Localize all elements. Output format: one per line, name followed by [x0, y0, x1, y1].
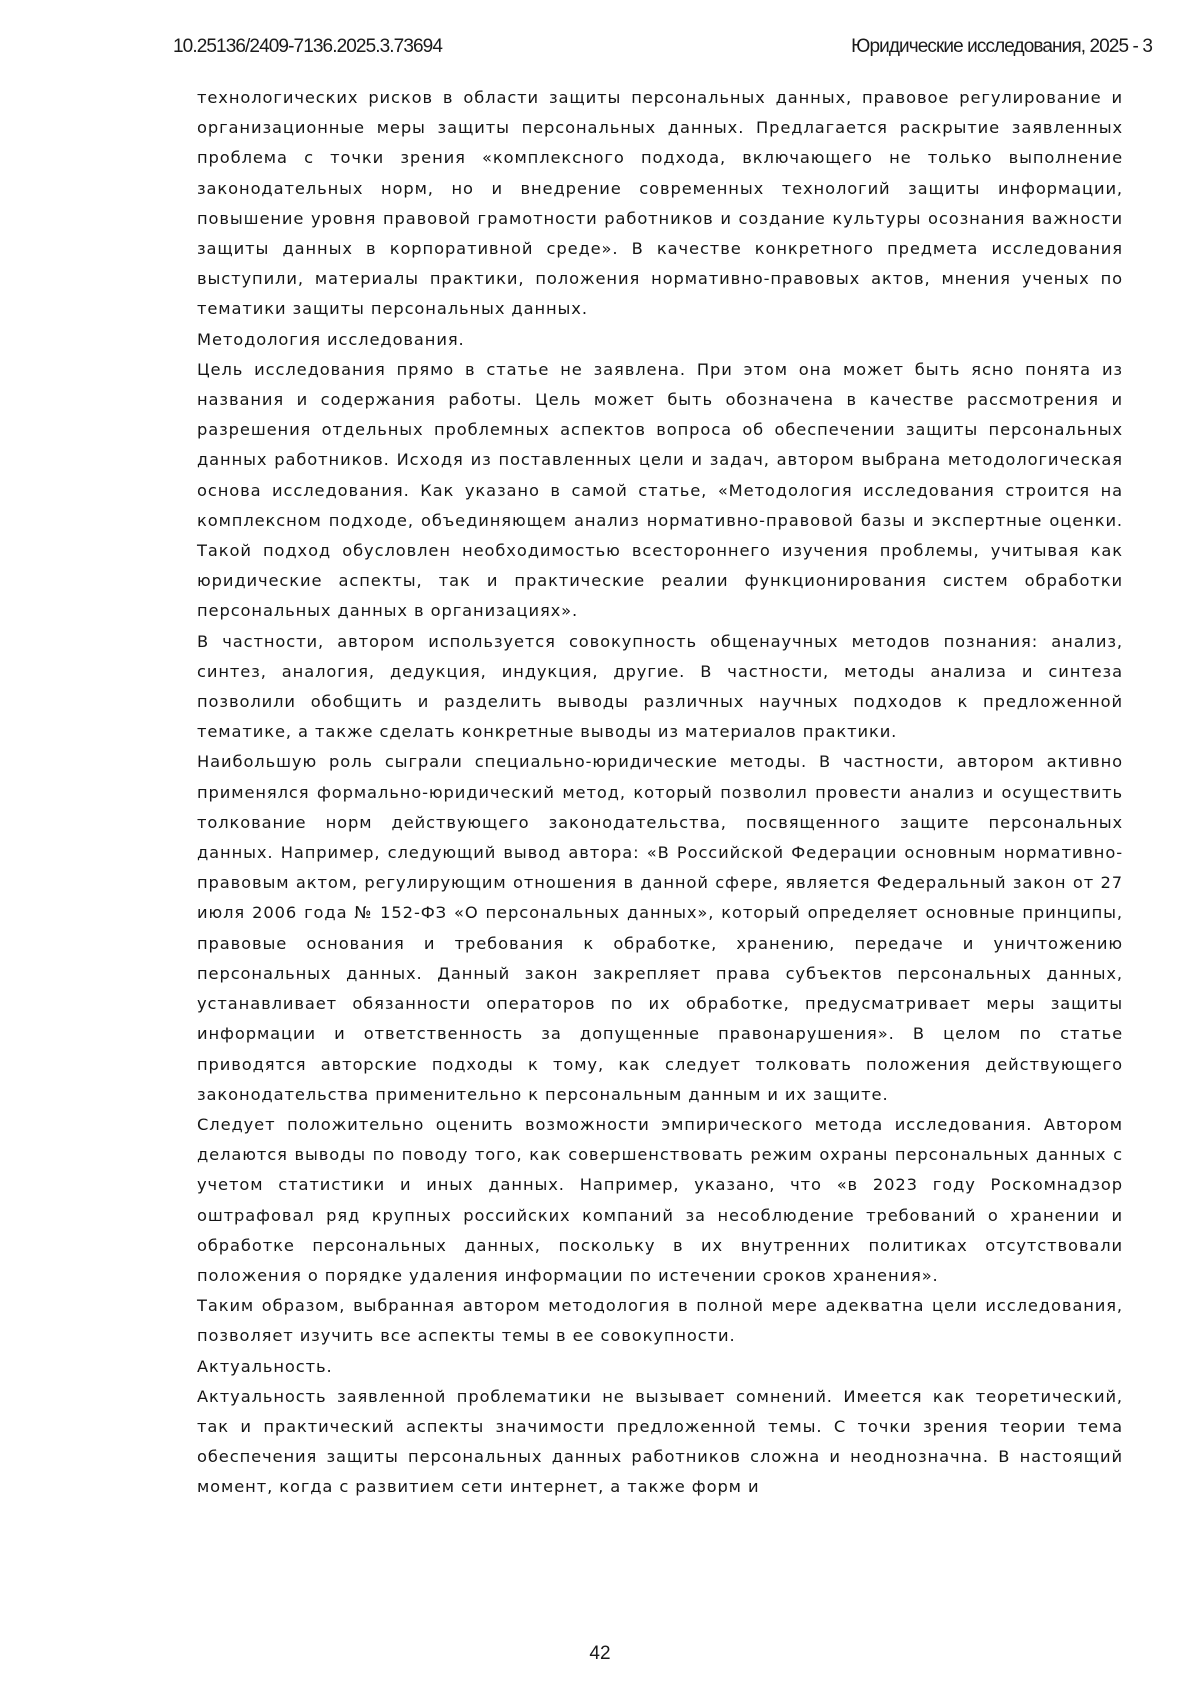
article-body	[197, 83, 1123, 1503]
doi-label: 10.25136/2409-7136.2025.3.73694	[173, 36, 442, 57]
paragraph-research-goal: Цель исследования прямо в статье не заявлена. При этом она может быть ясно понята из названия и содержания работы. Цель может быть обозначена в качестве рассмотрения и разрешения отдельных проблемных аспектов вопроса об обеспечении защиты персональных данных работников. Исходя из поставленных цели и задач, автором выбрана методологическая основа исследования. Как указано в самой статье, «Методология исследования строится на комплексном подходе, объединяющем анализ нормативно-правовой базы и экспертные оценки. Такой подход обусловлен необходимостью всестороннего изучения проблемы, учитывая как юридические аспекты, так и практические реалии функционирования систем обработки персональных данных в организациях».	[197, 359, 1123, 621]
paragraph-subject-continued: технологических рисков в области защиты персональных данных, правовое регулирование и организационные меры защиты персональных данных. Предлагается раскрытие заявленных проблема с точки зрения «комплексного подхода, включающего не только выполнение законодательных норм, но и внедрение современных технологий защиты информации, повышение уровня правовой грамотности работников и создание культуры осознания важности защиты данных в корпоративной среде». В качестве конкретного предмета исследования выступили, материалы практики, положения нормативно-правовых актов, мнения ученых по тематики защиты персональных данных.	[197, 88, 1123, 319]
journal-title: Юридические исследования, 2025 - 3	[851, 36, 1152, 57]
paragraph-legal-methods: Наибольшую роль сыграли специально-юридические методы. В частности, автором активно применялся формально-юридический метод, который позволил провести анализ и осуществить толкование норм действующего законодательства, посвященного защите персональных данных. Например, следующий вывод автора: «В Российской Федерации основным нормативно-правовым актом, регулирующим отношения в данной сфере, является Федеральный закон от 27 июля 2006 года № 152-ФЗ «О персональных данных», который определяет основные принципы, правовые основания и требования к обработке, хранению, передаче и уничтожению персональных данных. Данный закон закрепляет права субъектов персональных данных, устанавливает обязанности операторов по их обработке, предусматривает меры защиты информации и ответственность за допущенные правонарушения». В целом по статье приводятся авторские подходы к тому, как следует толковать положения действующего законодательства применительно к персональным данным и их защите.	[197, 752, 1123, 1104]
paragraph-relevance: Актуальность заявленной проблематики не вызывает сомнений. Имеется как теоретический, так и практический аспекты значимости предложенной темы. С точки зрения теории тема обеспечения защиты персональных данных работников сложна и неоднозначна. В настоящий момент, когда с развитием сети интернет, а также форм и	[197, 1386, 1123, 1497]
section-heading-methodology: Методология исследования.	[197, 329, 465, 349]
page-number: 42	[589, 1643, 611, 1664]
section-heading-relevance: Актуальность.	[197, 1356, 333, 1376]
paragraph-methodology-conclusion: Таким образом, выбранная автором методология в полной мере адекватна цели исследования, позволяет изучить все аспекты темы в ее совокупности.	[197, 1296, 1123, 1346]
paragraph-general-methods: В частности, автором используется совокупность общенаучных методов познания: анализ, синтез, аналогия, дедукция, индукция, другие. В частности, методы анализа и синтеза позволили обобщить и разделить выводы различных научных подходов к предложенной тематике, а также сделать конкретные выводы из материалов практики.	[197, 631, 1123, 742]
paragraph-empirical-method: Следует положительно оценить возможности эмпирического метода исследования. Автором делаются выводы по поводу того, как совершенствовать режим охраны персональных данных с учетом статистики и иных данных. Например, указано, что «в 2023 году Роскомнадзор оштрафовал ряд крупных российских компаний за несоблюдение требований о хранении и обработке персональных данных, поскольку в их внутренних политиках отсутствовали положения о порядке удаления информации по истечении сроков хранения».	[197, 1114, 1123, 1285]
running-header	[173, 36, 1152, 60]
